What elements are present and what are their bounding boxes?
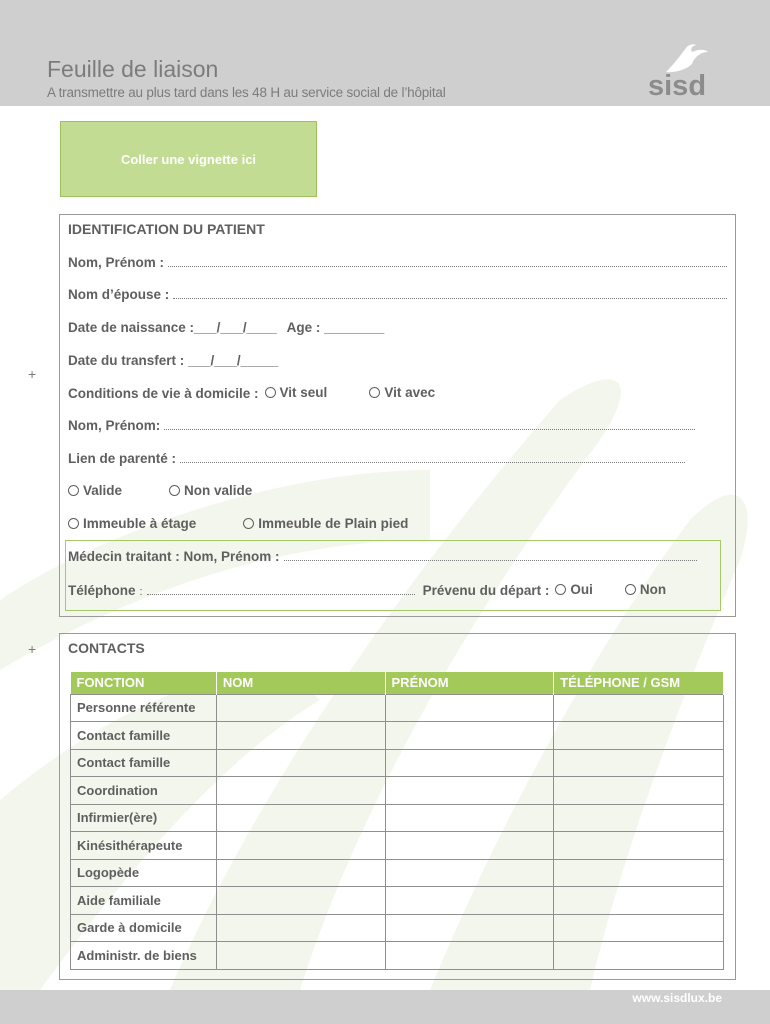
telephone-cell[interactable] — [554, 832, 724, 860]
crop-mark: + — [28, 641, 37, 657]
nom-cell[interactable] — [216, 832, 385, 860]
valide-label: Valide — [83, 483, 123, 498]
nom-epouse-label: Nom d’épouse : — [68, 287, 170, 302]
vignette-area[interactable] — [60, 121, 317, 197]
telephone-cell[interactable] — [554, 749, 724, 777]
table-row — [71, 914, 724, 942]
table-row — [71, 722, 724, 750]
medecin-label: Médecin traitant : Nom, Prénom : — [68, 549, 280, 564]
table-row — [71, 942, 724, 970]
fonction-cell: Contact famille — [71, 749, 217, 777]
page-footer — [0, 990, 770, 1024]
table-row — [71, 777, 724, 805]
contacts-section-title: CONTACTS — [68, 640, 145, 656]
telephone-cell[interactable] — [554, 694, 724, 722]
table-row — [71, 694, 724, 722]
nom-cell[interactable] — [216, 942, 385, 970]
nom-prenom-field[interactable] — [168, 257, 727, 267]
telephone-cell[interactable] — [554, 722, 724, 750]
prenom-cell[interactable] — [385, 777, 554, 805]
nom-prenom-2-label: Nom, Prénom: — [68, 418, 161, 433]
prenom-cell[interactable] — [385, 859, 554, 887]
radio-icon — [625, 584, 636, 595]
non-option[interactable] — [625, 582, 666, 597]
patient-section — [59, 214, 736, 617]
radio-icon — [68, 518, 79, 529]
header-prenom: PRÉNOM — [385, 672, 554, 694]
lien-parente-row — [68, 451, 685, 466]
nom-prenom-2-field[interactable] — [164, 420, 695, 430]
conditions-row — [68, 385, 727, 401]
non-valide-option[interactable] — [169, 483, 252, 498]
nom-epouse-field[interactable] — [173, 289, 727, 299]
telephone-colon: : — [139, 586, 143, 598]
telephone-field[interactable] — [147, 585, 415, 595]
lien-parente-field[interactable] — [180, 453, 685, 463]
medecin-row — [68, 549, 697, 564]
valide-row — [68, 483, 727, 498]
vit-avec-option[interactable] — [369, 385, 435, 400]
telephone-cell[interactable] — [554, 887, 724, 915]
crop-mark: + — [28, 366, 37, 382]
immeuble-plain-label: Immeuble de Plain pied — [258, 516, 409, 531]
medecin-field[interactable] — [284, 551, 697, 561]
telephone-cell[interactable] — [554, 804, 724, 832]
table-row — [71, 887, 724, 915]
nom-epouse-row — [68, 287, 727, 302]
prenom-cell[interactable] — [385, 942, 554, 970]
fonction-cell: Aide familiale — [71, 887, 217, 915]
nom-cell[interactable] — [216, 887, 385, 915]
radio-icon — [369, 387, 380, 398]
page-subtitle: A transmettre au plus tard dans les 48 H au service social de l’hôpital — [47, 85, 446, 100]
fonction-cell: Logopède — [71, 859, 217, 887]
fonction-cell: Garde à domicile — [71, 914, 217, 942]
fonction-cell: Personne référente — [71, 694, 217, 722]
prenom-cell[interactable] — [385, 887, 554, 915]
nom-cell[interactable] — [216, 914, 385, 942]
date-naissance-field[interactable]: Date de naissance :___/___/____ — [68, 320, 277, 335]
fonction-cell: Infirmier(ère) — [71, 804, 217, 832]
radio-icon — [265, 387, 276, 398]
contacts-table — [70, 672, 724, 970]
logo-text: sisd — [648, 70, 707, 102]
prevenu-label: Prévenu du départ : — [422, 583, 550, 598]
contacts-section — [59, 633, 736, 980]
oui-option[interactable] — [555, 582, 593, 597]
immeuble-etage-option[interactable] — [68, 516, 196, 531]
vit-avec-label: Vit avec — [384, 385, 436, 400]
telephone-cell[interactable] — [554, 777, 724, 805]
immeuble-plain-option[interactable] — [243, 516, 408, 531]
radio-icon — [243, 518, 254, 529]
fonction-cell: Contact famille — [71, 722, 217, 750]
oui-label: Oui — [570, 582, 593, 597]
age-field[interactable]: Age : ________ — [286, 320, 385, 335]
header-telephone: TÉLÉPHONE / GSM — [554, 672, 724, 694]
conditions-label: Conditions de vie à domicile : — [68, 386, 259, 401]
valide-option[interactable] — [68, 483, 122, 498]
fonction-cell: Kinésithérapeute — [71, 832, 217, 860]
date-transfert-row — [68, 353, 727, 368]
date-transfert-field[interactable]: Date du transfert : ___/___/_____ — [68, 353, 279, 368]
prenom-cell[interactable] — [385, 694, 554, 722]
table-row — [71, 804, 724, 832]
nom-prenom-label: Nom, Prénom : — [68, 255, 165, 270]
nom-prenom-row — [68, 255, 727, 270]
radio-icon — [555, 584, 566, 595]
page-title: Feuille de liaison — [47, 56, 219, 82]
nom-cell[interactable] — [216, 694, 385, 722]
nom-cell[interactable] — [216, 749, 385, 777]
table-row — [71, 859, 724, 887]
telephone-cell[interactable] — [554, 942, 724, 970]
nom-prenom-2-row — [68, 418, 695, 433]
footer-url: www.sisdlux.be — [632, 991, 722, 1005]
immeuble-row — [68, 516, 727, 531]
sisd-logo — [648, 42, 728, 102]
header-nom: NOM — [216, 672, 385, 694]
date-naissance-row — [68, 320, 727, 335]
immeuble-etage-label: Immeuble à étage — [83, 516, 197, 531]
radio-icon — [68, 485, 79, 496]
nom-cell[interactable] — [216, 722, 385, 750]
non-valide-label: Non valide — [184, 483, 253, 498]
header-fonction: FONCTION — [71, 672, 217, 694]
non-label: Non — [639, 582, 667, 597]
table-header-row — [71, 672, 724, 694]
table-row — [71, 832, 724, 860]
telephone-label: Téléphone — [68, 583, 136, 598]
vignette-label: Coller une vignette ici — [120, 151, 257, 167]
prenom-cell[interactable] — [385, 832, 554, 860]
telephone-row — [68, 582, 727, 598]
prenom-cell[interactable] — [385, 804, 554, 832]
radio-icon — [169, 485, 180, 496]
patient-section-title: IDENTIFICATION DU PATIENT — [68, 221, 265, 237]
prenom-cell[interactable] — [385, 749, 554, 777]
page-header — [0, 0, 770, 106]
fonction-cell: Administr. de biens — [71, 942, 217, 970]
table-row — [71, 749, 724, 777]
vit-seul-option[interactable] — [265, 385, 328, 400]
nom-cell[interactable] — [216, 804, 385, 832]
vit-seul-label: Vit seul — [279, 385, 328, 400]
telephone-cell[interactable] — [554, 914, 724, 942]
nom-cell[interactable] — [216, 859, 385, 887]
fonction-cell: Coordination — [71, 777, 217, 805]
prenom-cell[interactable] — [385, 722, 554, 750]
lien-parente-label: Lien de parenté : — [68, 451, 177, 466]
nom-cell[interactable] — [216, 777, 385, 805]
prenom-cell[interactable] — [385, 914, 554, 942]
telephone-cell[interactable] — [554, 859, 724, 887]
